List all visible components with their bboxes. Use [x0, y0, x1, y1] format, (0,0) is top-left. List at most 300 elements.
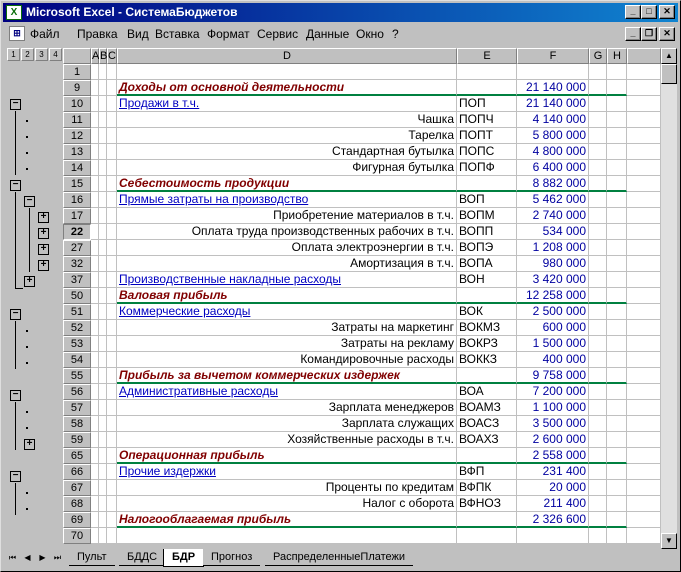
menu-format[interactable]: Формат — [207, 27, 250, 41]
cell-f[interactable]: 211 400 — [517, 496, 589, 512]
cell-h[interactable] — [607, 336, 627, 352]
excel-app-icon[interactable]: X — [6, 5, 22, 20]
cell-c[interactable] — [107, 64, 117, 80]
cell-x[interactable] — [627, 64, 661, 80]
prev-sheet-button[interactable] — [21, 551, 34, 565]
row-header[interactable]: 67 — [63, 480, 91, 496]
cell-d[interactable]: Прибыль за вычетом коммерческих издержек — [117, 368, 457, 384]
cell-c[interactable] — [107, 80, 117, 96]
cell-h[interactable] — [607, 464, 627, 480]
cell-c[interactable] — [107, 480, 117, 496]
cell-a[interactable] — [91, 432, 99, 448]
cell-h[interactable] — [607, 192, 627, 208]
row-header[interactable]: 54 — [63, 352, 91, 368]
row-header[interactable]: 57 — [63, 400, 91, 416]
cell-a[interactable] — [91, 416, 99, 432]
cell-h[interactable] — [607, 256, 627, 272]
collapse-group-button[interactable]: − — [10, 180, 21, 191]
cell-b[interactable] — [99, 528, 107, 544]
sheet-tab-active[interactable]: БДР — [163, 549, 204, 567]
cell-g[interactable] — [589, 192, 607, 208]
collapse-group-button[interactable]: − — [10, 99, 21, 110]
cell-d[interactable]: Прямые затраты на производство — [117, 192, 457, 208]
row-header[interactable]: 14 — [63, 160, 91, 176]
cell-h[interactable] — [607, 432, 627, 448]
cell-b[interactable] — [99, 176, 107, 192]
outline-level-4-button[interactable]: 4 — [49, 48, 62, 61]
cell-g[interactable] — [589, 368, 607, 384]
column-header-e[interactable]: E — [457, 48, 517, 64]
cell-d[interactable]: Производственные накладные расходы — [117, 272, 457, 288]
select-all-corner[interactable] — [63, 48, 91, 64]
cell-b[interactable] — [99, 448, 107, 464]
doc-minimize-button[interactable]: _ — [625, 27, 641, 41]
cell-e[interactable]: ВОПА — [457, 256, 517, 272]
cell-f[interactable]: 1 500 000 — [517, 336, 589, 352]
cell-x[interactable] — [627, 528, 661, 544]
cell-a[interactable] — [91, 224, 99, 240]
cell-e[interactable]: ВФП — [457, 464, 517, 480]
cell-d[interactable]: Фигурная бутылка — [117, 160, 457, 176]
cell-h[interactable] — [607, 512, 627, 528]
cell-f[interactable]: 2 600 000 — [517, 432, 589, 448]
doc-restore-button[interactable]: ❐ — [641, 27, 657, 41]
cell-x[interactable] — [627, 432, 661, 448]
cell-f[interactable]: 4 140 000 — [517, 112, 589, 128]
column-header-c[interactable]: C — [108, 50, 116, 62]
row-header[interactable]: 70 — [63, 528, 91, 544]
cell-d[interactable]: Затраты на рекламу — [117, 336, 457, 352]
cell-h[interactable] — [607, 320, 627, 336]
cell-c[interactable] — [107, 192, 117, 208]
cell-c[interactable] — [107, 240, 117, 256]
cell-h[interactable] — [607, 224, 627, 240]
cell-x[interactable] — [627, 144, 661, 160]
cell-d[interactable]: Приобретение материалов в т.ч. — [117, 208, 457, 224]
cell-f[interactable]: 1 100 000 — [517, 400, 589, 416]
cell-b[interactable] — [99, 352, 107, 368]
cell-d[interactable]: Налог с оборота — [117, 496, 457, 512]
cell-a[interactable] — [91, 304, 99, 320]
cell-c[interactable] — [107, 144, 117, 160]
next-sheet-button[interactable] — [36, 551, 49, 565]
collapse-group-button[interactable]: − — [10, 309, 21, 320]
row-header[interactable]: 16 — [63, 192, 91, 208]
minimize-button[interactable] — [625, 5, 641, 19]
cell-f[interactable]: 600 000 — [517, 320, 589, 336]
cell-f[interactable]: 12 258 000 — [517, 288, 589, 304]
cell-d[interactable]: Проценты по кредитам — [117, 480, 457, 496]
cell-e[interactable]: ВОКМЗ — [457, 320, 517, 336]
cell-g[interactable] — [589, 96, 607, 112]
menu-insert[interactable]: Вставка — [155, 27, 200, 41]
sheet-tab[interactable]: Прогноз — [203, 549, 260, 566]
scroll-up-button[interactable] — [661, 48, 677, 64]
cell-b[interactable] — [99, 464, 107, 480]
cell-e[interactable]: ВФНОЗ — [457, 496, 517, 512]
cell-g[interactable] — [589, 512, 607, 528]
cell-x[interactable] — [627, 208, 661, 224]
cell-b[interactable] — [99, 512, 107, 528]
cell-b[interactable] — [99, 368, 107, 384]
cell-g[interactable] — [589, 448, 607, 464]
cell-c[interactable] — [107, 176, 117, 192]
cell-b[interactable] — [99, 416, 107, 432]
expand-group-button[interactable]: + — [24, 276, 35, 287]
cell-g[interactable] — [589, 480, 607, 496]
expand-group-button[interactable]: + — [38, 244, 49, 255]
cell-b[interactable] — [99, 288, 107, 304]
cell-f[interactable]: 7 200 000 — [517, 384, 589, 400]
expand-group-button[interactable]: + — [38, 260, 49, 271]
cell-c[interactable] — [107, 208, 117, 224]
cell-f[interactable]: 231 400 — [517, 464, 589, 480]
row-header[interactable]: 17 — [63, 208, 91, 224]
menu-file[interactable]: Файл — [30, 27, 60, 41]
cell-a[interactable] — [91, 352, 99, 368]
cell-a[interactable] — [91, 176, 99, 192]
cell-f[interactable]: 1 208 000 — [517, 240, 589, 256]
cell-h[interactable] — [607, 176, 627, 192]
cell-c[interactable] — [107, 96, 117, 112]
cell-h[interactable] — [607, 80, 627, 96]
cell-e[interactable] — [457, 176, 517, 192]
row-header[interactable]: 55 — [63, 368, 91, 384]
cell-b[interactable] — [99, 160, 107, 176]
cell-d[interactable]: Оплата электроэнергии в т.ч. — [117, 240, 457, 256]
cell-h[interactable] — [607, 64, 627, 80]
cell-g[interactable] — [589, 144, 607, 160]
cell-h[interactable] — [607, 368, 627, 384]
doc-close-button[interactable]: ✕ — [659, 27, 675, 41]
row-header[interactable]: 22 — [63, 224, 91, 240]
cell-b[interactable] — [99, 400, 107, 416]
collapse-group-button[interactable]: − — [10, 471, 21, 482]
cell-e[interactable]: ВОПЭ — [457, 240, 517, 256]
cell-h[interactable] — [607, 128, 627, 144]
cell-c[interactable] — [107, 336, 117, 352]
cell-g[interactable] — [589, 160, 607, 176]
cell-c[interactable] — [107, 288, 117, 304]
cell-e[interactable]: ВОПП — [457, 224, 517, 240]
cell-a[interactable] — [91, 400, 99, 416]
cell-d[interactable]: Стандартная бутылка — [117, 144, 457, 160]
cell-e[interactable]: ПОПЧ — [457, 112, 517, 128]
menu-data[interactable]: Данные — [306, 27, 350, 41]
outline-level-2-button[interactable]: 2 — [21, 48, 34, 61]
cell-a[interactable] — [91, 160, 99, 176]
row-header[interactable]: 11 — [63, 112, 91, 128]
cell-c[interactable] — [107, 368, 117, 384]
menu-help[interactable]: ? — [392, 27, 399, 41]
cell-a[interactable] — [91, 144, 99, 160]
outline-level-3-button[interactable]: 3 — [35, 48, 48, 61]
cell-h[interactable] — [607, 400, 627, 416]
cell-a[interactable] — [91, 480, 99, 496]
cell-f[interactable]: 21 140 000 — [517, 96, 589, 112]
row-header[interactable]: 15 — [63, 176, 91, 192]
cell-d[interactable]: Коммерческие расходы — [117, 304, 457, 320]
cell-b[interactable] — [99, 256, 107, 272]
cell-f[interactable]: 2 558 000 — [517, 448, 589, 464]
cell-x[interactable] — [627, 512, 661, 528]
cell-e[interactable]: ПОПФ — [457, 160, 517, 176]
cell-c[interactable] — [107, 512, 117, 528]
cell-d[interactable]: Административные расходы — [117, 384, 457, 400]
cell-b[interactable] — [99, 336, 107, 352]
cell-e[interactable]: ВОАХЗ — [457, 432, 517, 448]
row-header[interactable]: 53 — [63, 336, 91, 352]
cell-g[interactable] — [589, 432, 607, 448]
cell-g[interactable] — [589, 176, 607, 192]
cell-c[interactable] — [107, 352, 117, 368]
cell-g[interactable] — [589, 256, 607, 272]
cell-e[interactable]: ВОАСЗ — [457, 416, 517, 432]
cell-f[interactable]: 2 740 000 — [517, 208, 589, 224]
cell-b[interactable] — [99, 272, 107, 288]
cell-f[interactable]: 2 500 000 — [517, 304, 589, 320]
cell-g[interactable] — [589, 496, 607, 512]
cell-a[interactable] — [91, 320, 99, 336]
cell-c[interactable] — [107, 272, 117, 288]
cell-a[interactable] — [91, 464, 99, 480]
cell-g[interactable] — [589, 304, 607, 320]
column-header-g[interactable]: G — [589, 48, 607, 64]
row-header[interactable]: 37 — [63, 272, 91, 288]
cell-e[interactable]: ВФПК — [457, 480, 517, 496]
cell-c[interactable] — [107, 400, 117, 416]
sheet-tab[interactable]: РаспределенныеПлатежи — [265, 549, 413, 566]
cell-g[interactable] — [589, 80, 607, 96]
cell-x[interactable] — [627, 112, 661, 128]
cell-b[interactable] — [99, 240, 107, 256]
menu-tools[interactable]: Сервис — [257, 27, 299, 41]
row-header[interactable]: 66 — [63, 464, 91, 480]
row-header[interactable]: 1 — [63, 64, 91, 80]
cell-g[interactable] — [589, 384, 607, 400]
cell-a[interactable] — [91, 384, 99, 400]
cell-x[interactable] — [627, 480, 661, 496]
cell-g[interactable] — [589, 64, 607, 80]
cell-a[interactable] — [91, 240, 99, 256]
cell-b[interactable] — [99, 224, 107, 240]
cell-e[interactable] — [457, 512, 517, 528]
cell-a[interactable] — [91, 368, 99, 384]
cell-h[interactable] — [607, 448, 627, 464]
cell-b[interactable] — [99, 384, 107, 400]
cell-e[interactable] — [457, 528, 517, 544]
cell-e[interactable]: ВОАМЗ — [457, 400, 517, 416]
row-header[interactable]: 65 — [63, 448, 91, 464]
expand-group-button[interactable]: + — [38, 212, 49, 223]
close-button[interactable] — [659, 5, 675, 19]
outline-level-1-button[interactable]: 1 — [7, 48, 20, 61]
cell-x[interactable] — [627, 400, 661, 416]
cell-h[interactable] — [607, 144, 627, 160]
cell-b[interactable] — [99, 64, 107, 80]
cell-d[interactable]: Себестоимость продукции — [117, 176, 457, 192]
sheet-tab[interactable]: БДДС — [119, 549, 165, 566]
cell-g[interactable] — [589, 224, 607, 240]
cell-x[interactable] — [627, 128, 661, 144]
cell-b[interactable] — [99, 192, 107, 208]
cell-a[interactable] — [91, 96, 99, 112]
cell-e[interactable]: ВОК — [457, 304, 517, 320]
cell-c[interactable] — [107, 448, 117, 464]
row-header[interactable]: 50 — [63, 288, 91, 304]
cell-f[interactable]: 3 420 000 — [517, 272, 589, 288]
cell-b[interactable] — [99, 496, 107, 512]
expand-group-button[interactable]: + — [24, 439, 35, 450]
column-header-f[interactable]: F — [517, 48, 589, 64]
cell-e[interactable]: ВОПМ — [457, 208, 517, 224]
cell-x[interactable] — [627, 384, 661, 400]
cell-h[interactable] — [607, 208, 627, 224]
menu-window[interactable]: Окно — [356, 27, 384, 41]
cell-x[interactable] — [627, 160, 661, 176]
cell-c[interactable] — [107, 112, 117, 128]
cell-f[interactable]: 9 758 000 — [517, 368, 589, 384]
cell-d[interactable]: Прочие издержки — [117, 464, 457, 480]
sheet-tab[interactable]: Пульт — [69, 549, 115, 566]
cell-f[interactable] — [517, 64, 589, 80]
cell-x[interactable] — [627, 304, 661, 320]
cell-b[interactable] — [99, 128, 107, 144]
row-header[interactable]: 59 — [63, 432, 91, 448]
cell-a[interactable] — [91, 528, 99, 544]
cell-d[interactable]: Зарплата служащих — [117, 416, 457, 432]
scroll-thumb[interactable] — [661, 64, 677, 84]
cell-g[interactable] — [589, 288, 607, 304]
cell-x[interactable] — [627, 336, 661, 352]
cell-e[interactable] — [457, 80, 517, 96]
cell-h[interactable] — [607, 496, 627, 512]
cell-e[interactable] — [457, 368, 517, 384]
cell-e[interactable] — [457, 288, 517, 304]
cell-a[interactable] — [91, 336, 99, 352]
cell-c[interactable] — [107, 128, 117, 144]
cell-d[interactable]: Оплата труда производственных рабочих в т.ч. — [117, 224, 457, 240]
cell-d[interactable] — [117, 528, 457, 544]
cell-x[interactable] — [627, 416, 661, 432]
cell-c[interactable] — [107, 304, 117, 320]
row-header[interactable]: 68 — [63, 496, 91, 512]
cell-a[interactable] — [91, 288, 99, 304]
cell-e[interactable]: ПОПТ — [457, 128, 517, 144]
cell-x[interactable] — [627, 224, 661, 240]
cell-f[interactable]: 400 000 — [517, 352, 589, 368]
row-header[interactable]: 56 — [63, 384, 91, 400]
cell-b[interactable] — [99, 320, 107, 336]
cell-b[interactable] — [99, 144, 107, 160]
cell-c[interactable] — [107, 416, 117, 432]
cell-e[interactable]: ВОА — [457, 384, 517, 400]
cell-h[interactable] — [607, 480, 627, 496]
cell-x[interactable] — [627, 80, 661, 96]
cell-x[interactable] — [627, 96, 661, 112]
cell-d[interactable]: Затраты на маркетинг — [117, 320, 457, 336]
last-sheet-button[interactable] — [51, 551, 64, 565]
column-header-a[interactable]: A — [92, 50, 100, 62]
cell-a[interactable] — [91, 112, 99, 128]
collapse-group-button[interactable]: − — [24, 196, 35, 207]
cell-h[interactable] — [607, 96, 627, 112]
row-header[interactable]: 13 — [63, 144, 91, 160]
cell-c[interactable] — [107, 256, 117, 272]
cell-e[interactable]: ВОККЗ — [457, 352, 517, 368]
cell-h[interactable] — [607, 112, 627, 128]
cell-d[interactable]: Валовая прибыль — [117, 288, 457, 304]
cell-h[interactable] — [607, 288, 627, 304]
cell-x[interactable] — [627, 256, 661, 272]
cell-h[interactable] — [607, 352, 627, 368]
cell-x[interactable] — [627, 368, 661, 384]
document-icon[interactable]: ⊞ — [9, 26, 25, 41]
cell-a[interactable] — [91, 128, 99, 144]
vertical-scrollbar[interactable] — [661, 48, 677, 549]
cell-d[interactable]: Амортизация в т.ч. — [117, 256, 457, 272]
cell-d[interactable]: Продажи в т.ч. — [117, 96, 457, 112]
cell-x[interactable] — [627, 240, 661, 256]
cell-a[interactable] — [91, 496, 99, 512]
expand-group-button[interactable]: + — [38, 228, 49, 239]
cell-d[interactable]: Чашка — [117, 112, 457, 128]
cell-b[interactable] — [99, 432, 107, 448]
cell-g[interactable] — [589, 400, 607, 416]
cell-b[interactable] — [99, 112, 107, 128]
cell-d[interactable]: Хозяйственные расходы в т.ч. — [117, 432, 457, 448]
cell-a[interactable] — [91, 448, 99, 464]
cell-x[interactable] — [627, 448, 661, 464]
cell-c[interactable] — [107, 320, 117, 336]
cell-d[interactable]: Доходы от основной деятельности — [117, 80, 457, 96]
column-header-h[interactable]: H — [607, 48, 627, 64]
cell-c[interactable] — [107, 160, 117, 176]
cell-x[interactable] — [627, 288, 661, 304]
cell-c[interactable] — [107, 432, 117, 448]
cell-x[interactable] — [627, 272, 661, 288]
maximize-button[interactable] — [641, 5, 657, 19]
row-header[interactable]: 27 — [63, 240, 91, 256]
cell-e[interactable] — [457, 448, 517, 464]
cell-x[interactable] — [627, 496, 661, 512]
cell-g[interactable] — [589, 336, 607, 352]
row-header[interactable]: 51 — [63, 304, 91, 320]
collapse-group-button[interactable]: − — [10, 390, 21, 401]
cell-a[interactable] — [91, 208, 99, 224]
cell-h[interactable] — [607, 160, 627, 176]
cell-f[interactable]: 3 500 000 — [517, 416, 589, 432]
cell-g[interactable] — [589, 464, 607, 480]
cell-h[interactable] — [607, 528, 627, 544]
cell-g[interactable] — [589, 240, 607, 256]
cell-a[interactable] — [91, 192, 99, 208]
cell-g[interactable] — [589, 320, 607, 336]
row-header[interactable]: 69 — [63, 512, 91, 528]
cell-d[interactable]: Налогооблагаемая прибыль — [117, 512, 457, 528]
cell-f[interactable]: 5 462 000 — [517, 192, 589, 208]
first-sheet-button[interactable] — [6, 551, 19, 565]
cell-h[interactable] — [607, 416, 627, 432]
cell-b[interactable] — [99, 80, 107, 96]
cell-d[interactable]: Тарелка — [117, 128, 457, 144]
cell-a[interactable] — [91, 80, 99, 96]
cell-a[interactable] — [91, 272, 99, 288]
cell-f[interactable]: 4 800 000 — [517, 144, 589, 160]
cell-f[interactable]: 2 326 600 — [517, 512, 589, 528]
cell-a[interactable] — [91, 64, 99, 80]
cell-x[interactable] — [627, 464, 661, 480]
